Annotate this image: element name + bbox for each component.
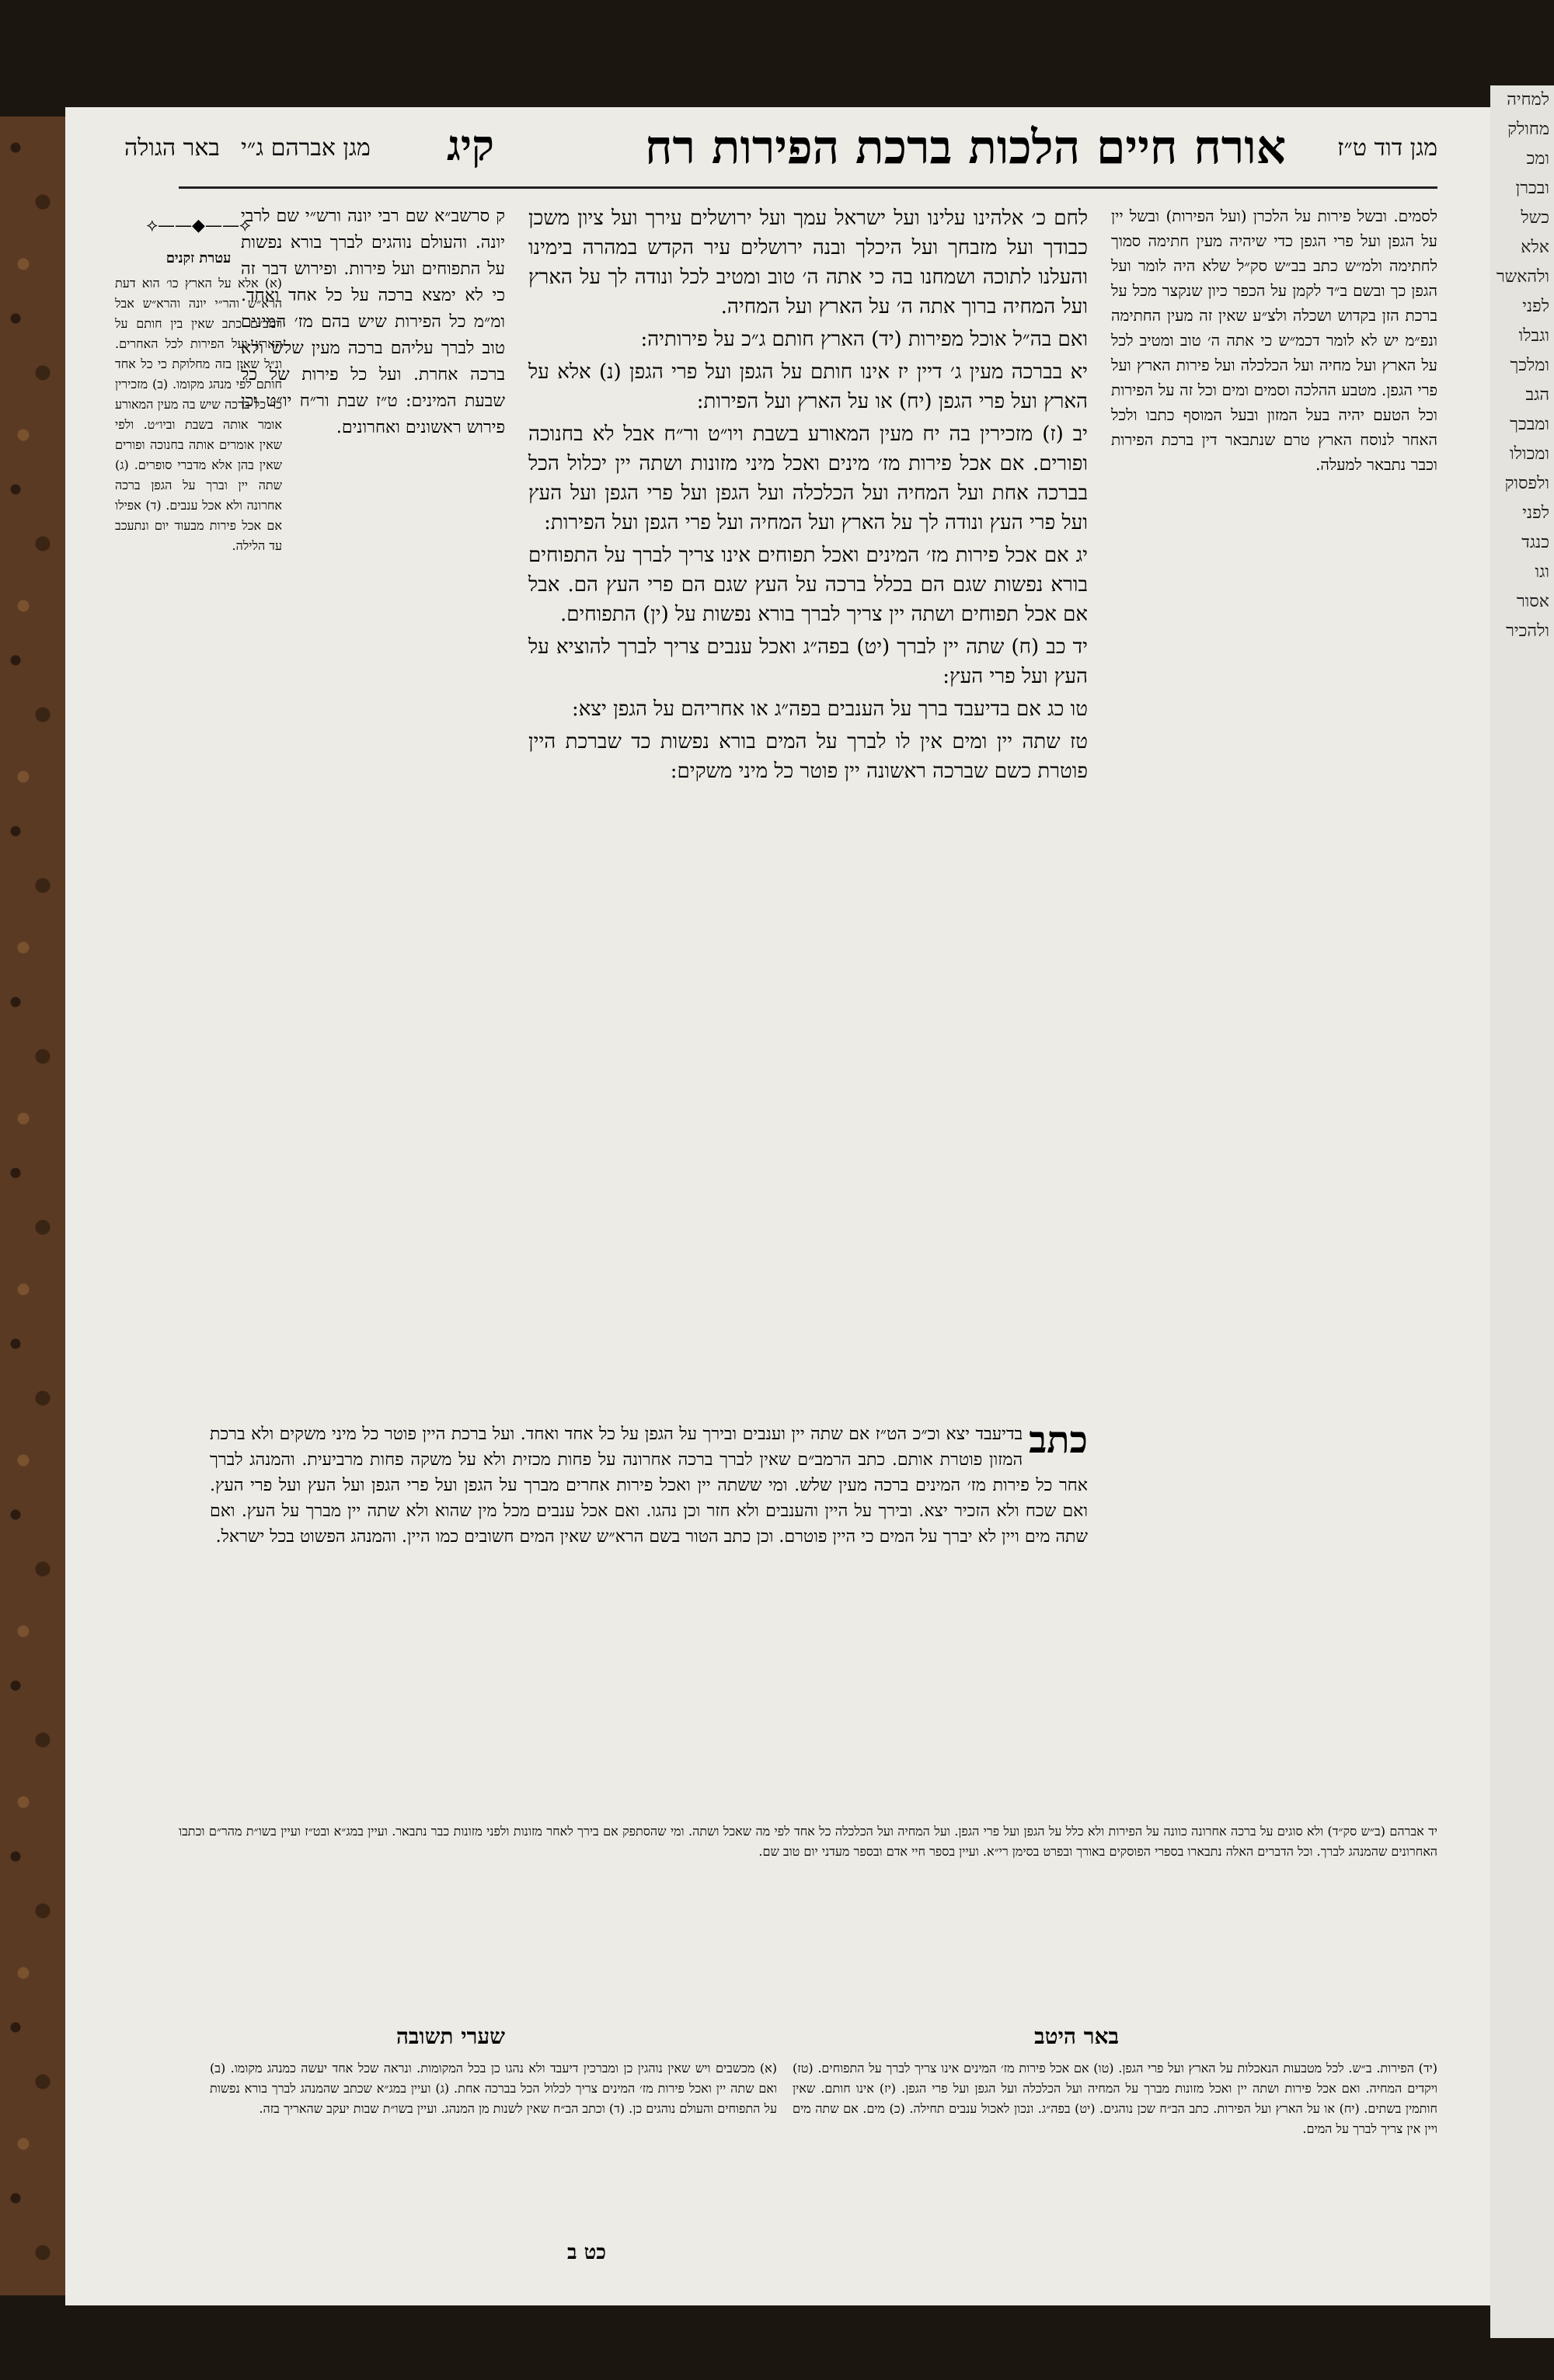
- next-page-line: הגב: [1525, 385, 1549, 405]
- bottom-right-title: באר היטב: [1034, 2023, 1119, 2049]
- page-signature: כט ב: [567, 2241, 606, 2264]
- header-left-label: מגן אברהם ג״י: [241, 134, 371, 162]
- wide-commentary-text: בדיעבד יצא וכ״כ הט״ז אם שתה יין וענבים ובירך על הגפן על כל אחד ואחד. ועל ברכת היין פוטר כל מיני משקים ולא ברכת המזון פוטרת אותם. כתב הרמב״ם שאין לברך ברכה אחרונה על פחות מכזית ולא על משקה פחות מרביעית. והמנהג לברך אחר כל פירות מז׳ המינים ברכה מעין שלש. ומי ששתה יין ואכל פירות אחרים מברך על הגפן ועל פרי הגפן ועל העץ ועל פרי העץ. ואם שכח ולא הזכיר יצא. ובירך על היין והענבים ולא חזר וכן נהגו. ואם אכל ענבים מכל מין שהוא ולא שתה יין מברך על העץ. ואם שתה מים ויין לא יברך על המים כי היין פוטרם. וכן כתב הטור בשם הרא״ש שאין המים חשובים כמו היין. והמנהג הפשוט בכל ישראל.: [210, 1425, 1088, 1547]
- wide-commentary-block: [210, 1418, 1088, 1810]
- commentary-center-column: ק סרשב״א שם רבי יונה ורש״י שם לרבי יונה. והעולם נוהגים לברך בורא נפשות על התפוחים ועל פירות. ופירוש דבר זה כי לא ימצא ברכה על כל אחד ואחד. ומ״מ כל הפירות שיש בהם מז׳ המינים טוב לברך עליהם ברכה מעין שלש ולא ברכה אחרת. ועל כל פירות של כל שבעת המינים: ט״ז שבת ור״ח יו״ט וכן פירוש ראשונים ואחרונים.: [241, 207, 505, 437]
- next-page-line: ומבכך: [1510, 415, 1549, 434]
- next-page-line: וגבלו: [1518, 326, 1549, 346]
- next-page-line: ומכ: [1526, 149, 1549, 169]
- main-paragraph: טו כג אם בדיעבד ברך על הענבים בפה״ג או אחריהם על הגפן יצא:: [572, 698, 1088, 721]
- next-page-line: כנגד: [1521, 533, 1549, 552]
- main-paragraph: יא בברכה מעין ג׳ דיין יז אינו חותם על הגפן ועל פרי הגפן (נ) אלא על הארץ ועל פרי הגפן (יח) או על הארץ ועל הפירות:: [528, 360, 1088, 413]
- next-page-line: אלא: [1521, 238, 1549, 257]
- next-page-line: למחיה: [1507, 90, 1549, 110]
- next-page-line: ולהאשר: [1496, 267, 1549, 287]
- main-paragraph: ואם בה״ל אוכל מפירות (יד) הארץ חותם ג״כ על פירותיה:: [640, 328, 1088, 351]
- next-page-line: לפני: [1522, 297, 1549, 316]
- left-margin-title: עטרת זקנים: [166, 250, 232, 266]
- main-paragraph: לחם כ׳ אלהינו עלינו ועל ישראל עמך ועל ירושלים עירך ועל ציון משכן כבודך ועל מזבחך ועל היכלך ובנה ירושלים עיר הקדש במהרה בימינו והעלנו לתוכה ושמחנו בה כי אתה ה׳ טוב ומטיב לכל ונודה לך על הארץ ועל המחיה ברוך אתה ה׳ על הארץ ועל המחיה.: [528, 207, 1088, 318]
- page-header: [124, 120, 1437, 190]
- bottom-right-commentary: (יד) הפירות. ב״ש. לכל מטבעות הנאכלות על הארץ ועל פרי הגפן. (טו) אם אכל פירות מז׳ המינים אינו צריך לברך על התפוחים. (טז) ויקדים המחיה. ואם אכל פירות ושתה יין ואכל מזונות מברך על המחיה ועל הכלכלה ועל הגפן ועל פרי הגפן. (יז) אינו חותם. שאין חותמין בשתים. (יח) או על הארץ ועל הפירות. כתב הב״ח שכן נוהגים. (יט) בפה״ג. ונכון לאכול ענבים תחילה. (כ) מים. אם שתה מים ויין אין צריך לברך על המים.: [793, 2061, 1437, 2136]
- header-rule: [179, 186, 1437, 189]
- main-paragraph: יג אם אכל פירות מז׳ המינים ואכל תפוחים אינו צריך לברך על התפוחים בורא נפשות שגם הם בכלל ברכה על העץ שגם הם פרי העץ הם. אבל אם אכל תפוחים ושתה יין צריך לברך בורא נפשות על (ין) התפוחים.: [528, 544, 1088, 626]
- main-paragraph: טז שתה יין ומים אין לו לברך על המים בורא נפשות כד שברכת היין פוטרת כשם שברכה ראשונה יין פוטר כל מיני משקים:: [528, 730, 1088, 783]
- next-page-line: מחולק: [1507, 120, 1549, 139]
- next-page-line: ומלכך: [1510, 356, 1549, 375]
- bottom-left-commentary: (א) מכשבים ויש שאין נוהגין כן ומברכין דיעבד ולא נהגו כן בכל המקומות. ונראה שכל אחד יעשה כמנהג מקומו. (ב) ואם שתה יין ואכל פירות מז׳ המינים צריך לכלול הכל בברכה אחת. (ג) ועיין במג״א שכתב שהמנהג לברך בורא נפשות על התפוחים והעולם נוהגים כן. (ד) וכתב הב״ח שאין לשנות מן המנהג. ועיין בשו״ת שבות יעקב שהאריך בזה.: [210, 2061, 777, 2116]
- next-page-line: ולהכיר: [1506, 621, 1549, 641]
- large-initial-word: כתב: [1029, 1418, 1088, 1462]
- next-page-line: ולפסוק: [1504, 474, 1549, 493]
- bottom-left-title: שערי תשובה: [395, 2023, 505, 2049]
- main-text-column: [528, 204, 1088, 1362]
- commentary-right-column: לסמים. ובשל פירות על הלכרן (ועל הפירות) ובשל יין על הגפן ועל פרי הגפן כדי שיהיה מעין חתימה סמוך לחתימה ולמ״ש כתב בב״ש סק״ל שלא היה לומר ועל הגפן כך ובשם ב״ד לקמן על הכפר כיון שנקצר מכל על ברכת הזן בקדוש ושכלה ולצ״ע שאין זה מעין החתימה ונפ״מ יש לא לומר דכמ״ש כי אתה ה׳ טוב ומטיב לכל על הארץ ועל מחיה ועל הכלכלה ועל פירות הארץ ועל פרי הגפן. מטבע ההלכה וסמים ומים וכל זה על הפירות וכל הטעם יהיה בעל המזון ובעל המוסף כתבו ולכל האחר לנוסח הארץ טרם שנתבאר דין ברכת הפירות וכבר נתבאר למעלה.: [1111, 207, 1437, 474]
- main-paragraph: יב (ז) מזכירין בה יח מעין המאורע בשבת ויו״ט ור״ח אבל לא בחנוכה ופורים. אם אכל פירות מז׳ מינים ואכל מיני מזונות ושתה יין יכלול הכל בברכה אחת ועל המחיה ועל הכלכלה ועל הגפן ועל פרי הגפן ועל העץ ועל פרי העץ ונודה לך על הארץ ועל המחיה ועל פרי הגפן ועל הפירות:: [528, 423, 1088, 534]
- header-small-label: באר הגולה: [124, 134, 220, 162]
- small-notes-band: יד אברהם (ב״ש סק״ד) ולא סוגים על ברכה אחרונה כוונה על הפירות ולא כלל על הגפן ועל פרי הגפן. ועל המחיה ועל הכלכלה כל אחד לפי מה שאכל ושתה. ומי שהסתפק אם בירך לאחר מזונות ולפני מזונות כבר נתבאר. ועיין במג״א ובט״ז ועיין בשו״ת מהר״ם וכתבו האחרונים שהמנהג לברך. וכל הדברים האלה נתבארו בספרי הפוסקים באורך ובפרט בסימן רי״א. ועיין בספר חיי אדם ובספר מעדני יום טוב שם.: [179, 1824, 1437, 1859]
- next-page-line: ומכולו: [1510, 444, 1549, 464]
- next-page-line: כשל: [1521, 208, 1549, 228]
- next-page-line: וגו: [1535, 562, 1549, 582]
- page-title: אורח חיים הלכות ברכת הפירות רח: [645, 120, 1287, 175]
- book-cover-edge: [0, 117, 65, 2295]
- page-number: קיג: [447, 120, 494, 170]
- main-paragraph: יד כב (ח) שתה יין לברך (יט) בפה״ג ואכל ענבים צריך לברך להוציא על העץ ועל פרי העץ:: [528, 635, 1088, 688]
- header-right-label: מגן דוד ט״ז: [1337, 134, 1437, 162]
- next-page-edge: [1490, 85, 1554, 2338]
- ornament-divider: ⟡——◆——⟡: [146, 216, 251, 235]
- next-page-line: לפני: [1522, 503, 1549, 523]
- next-page-line: ובכרן: [1515, 179, 1549, 198]
- left-margin-text: (א) אלא על הארץ כו׳ הוא דעת הרא״ש והר״י יונה והרא״ש אבל רמב״ם כתב שאין בין חותם על הארץ ועל הפירות לכל האחרים. ונ״ל שאין בזה מחלוקת כי כל אחד חותם לפי מנהג מקומו. (ב) מזכירין כו׳ כל ברכה שיש בה מעין המאורע אומר אותה בשבת וביו״ט. ולפי שאין אומרים אותה בחנוכה ופורים שאין בהן אלא מדברי סופרים. (ג) שתה יין וברך על הגפן ברכה אחרונה ולא אכל ענבים. (ד) אפילו אם אכל פירות מבעוד יום ונתעכב עד הלילה.: [115, 276, 282, 553]
- next-page-line: אסור: [1516, 592, 1549, 611]
